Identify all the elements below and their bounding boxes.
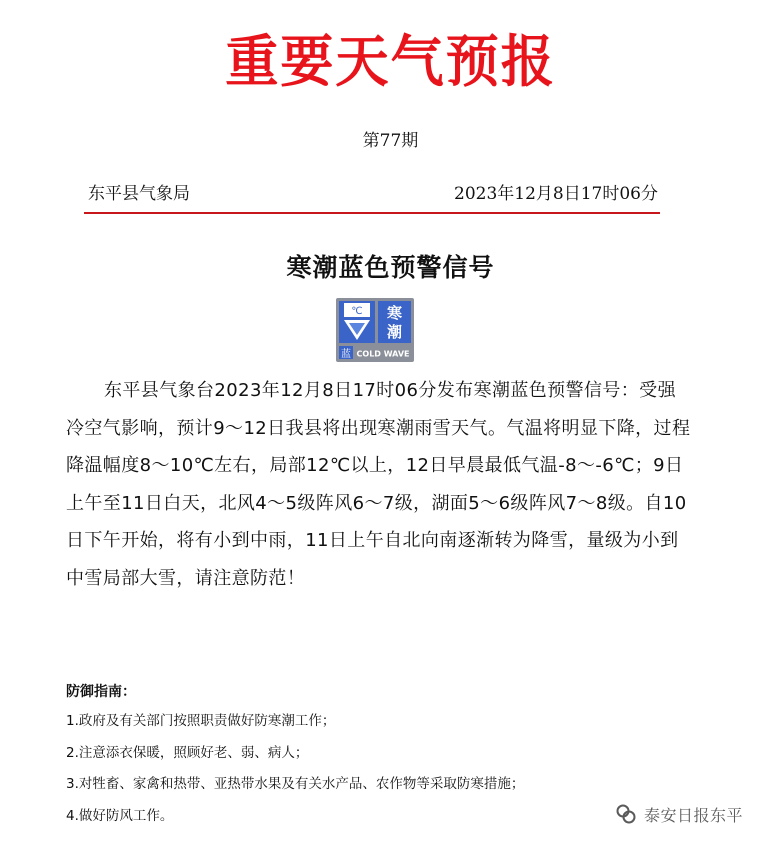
watermark	[614, 800, 743, 828]
warning-headline: 寒潮蓝色预警信号	[286, 253, 495, 282]
signal-level-char: 蓝	[341, 349, 351, 360]
masthead-title: 重要天气预报	[225, 29, 556, 95]
signal-unit-label: ℃	[351, 306, 363, 317]
defense-guide-title: 防御指南：	[66, 684, 136, 700]
signal-hanzi-bottom: 潮	[386, 323, 403, 341]
issue-datetime: 2023年12月8日17时06分	[454, 184, 658, 204]
defense-guide-list	[66, 706, 706, 832]
cold-wave-blue-warning-icon	[336, 298, 414, 362]
signal-en-label: COLD WAVE	[356, 349, 410, 359]
guide-item: 2.注意添衣保暖，照顾好老、弱、病人；	[66, 744, 309, 761]
warning-body: 东平县气象台2023年12月8日17时06分发布寒潮蓝色预警信号：受强冷空气影响，预计9～12日我县将出现寒潮雨雪天气。气温将明显下降，过程降温幅度8～10℃左右，局部12℃以上，12日早晨最低气温-8～-6℃；9日上午至11日白天，北风4～5级阵风6～7级，湖面5～6级阵风7～8级。自10日下午开始，将有小到中雨，11日上午自北向南逐渐转为降雪，量级为小到中雪局部大雪，请注意防范！	[66, 380, 691, 589]
guide-item: 3.对牲畜、家禽和热带、亚热带水果及有关水产品、农作物等采取防寒措施；	[66, 776, 525, 792]
issuer-name: 东平县气象局	[88, 184, 190, 204]
header-divider	[84, 212, 660, 214]
signal-hanzi-top: 寒	[386, 304, 403, 322]
guide-item: 4.做好防风工作。	[66, 807, 174, 824]
issuer-row	[88, 180, 658, 210]
guide-item: 1.政府及有关部门按照职责做好防寒潮工作；	[66, 713, 336, 729]
wechat-channel-icon	[614, 802, 638, 826]
issue-number: 第77期	[362, 131, 419, 151]
watermark-text: 泰安日报东平	[644, 805, 744, 825]
